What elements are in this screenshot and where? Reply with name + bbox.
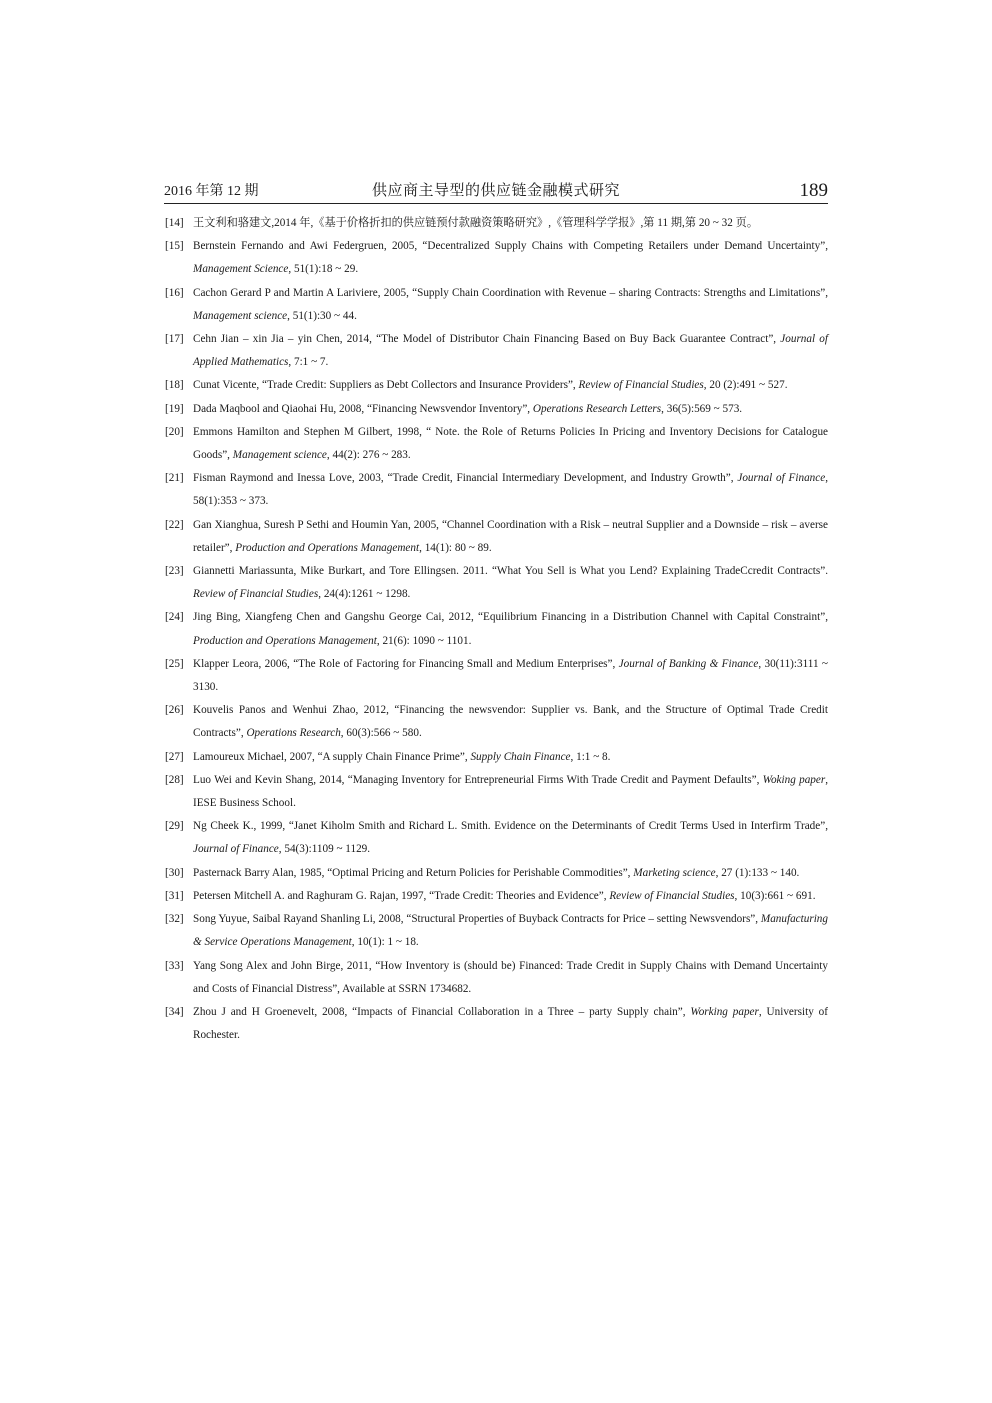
reference-journal: Woking paper <box>762 773 826 786</box>
reference-number: [30] <box>165 866 184 879</box>
reference-citation: Jing Bing, Xiangfeng Chen and Gangshu George Cai, 2012, “Equilibrium Financing in a Distribution Channel with Capital Constraint”, <box>193 611 828 624</box>
reference-journal: Journal of Finance <box>737 472 826 485</box>
reference-item <box>165 398 828 421</box>
reference-journal: Supply Chain Finance <box>470 750 571 763</box>
reference-citation: Yang Song Alex and John Birge, 2011, “How Inventory is (should be) Financed: Trade Credit in Supply Chains with Demand Uncertainty and Costs of Financial Distress”, Available at SSRN 1734682. <box>193 959 828 995</box>
reference-number: [20] <box>165 425 184 438</box>
reference-text <box>165 699 828 745</box>
reference-item <box>165 885 828 908</box>
reference-text <box>165 398 828 421</box>
reference-number: [24] <box>165 611 184 624</box>
reference-item <box>165 769 828 815</box>
reference-number: [32] <box>165 913 184 926</box>
reference-citation: Gan Xianghua, Suresh P Sethi and Houmin Yan, 2005, “Channel Coordination with a Risk – neutral Supplier and a Downside – risk – averse retailer”, <box>193 518 828 554</box>
reference-text <box>165 862 828 885</box>
reference-text <box>165 235 828 281</box>
reference-details: , 51(1):18 ~ 29. <box>288 263 359 276</box>
reference-text <box>165 815 828 861</box>
reference-journal: Review of Financial Studies <box>609 889 735 902</box>
reference-citation: Lamoureux Michael, 2007, “A supply Chain Finance Prime”, <box>193 750 471 763</box>
reference-citation: Emmons Hamilton and Stephen M Gilbert, 1998, “ Note. the Role of Returns Policies In Pricing and Inventory Decisions for Catalogue Goods”, <box>193 425 828 462</box>
reference-details: , 36(5):569 ~ 573. <box>661 402 743 415</box>
reference-journal: Marketing science <box>633 866 716 879</box>
reference-text <box>165 746 828 769</box>
reference-item <box>165 862 828 885</box>
reference-number: [25] <box>165 657 184 670</box>
reference-number: [22] <box>165 518 184 531</box>
reference-text <box>165 421 828 467</box>
reference-item <box>165 606 828 652</box>
reference-details: , 51(1):30 ~ 44. <box>287 309 357 322</box>
reference-citation: Song Yuyue, Saibal Rayand Shanling Li, 2008, “Structural Properties of Buyback Contracts for Price – setting Newsvendors”, <box>193 913 761 926</box>
reference-item <box>165 699 828 745</box>
reference-item <box>165 1001 828 1047</box>
reference-text <box>165 1001 828 1047</box>
reference-details: , 1:1 ~ 8. <box>570 750 611 763</box>
reference-journal: Management science <box>232 449 327 462</box>
reference-number: [27] <box>165 750 184 763</box>
reference-item <box>165 908 828 954</box>
reference-number: [31] <box>165 889 184 902</box>
reference-journal: Review of Financial Studies <box>193 588 319 601</box>
reference-details: , 10(1): 1 ~ 18. <box>351 936 419 949</box>
reference-item <box>165 212 828 235</box>
reference-details: , 44(2): 276 ~ 283. <box>326 449 411 462</box>
reference-item <box>165 467 828 513</box>
reference-details: , 30(11):3111 ~ 3130. <box>193 657 828 694</box>
reference-details: , 27 (1):133 ~ 140. <box>715 866 800 879</box>
reference-number: [19] <box>165 402 184 415</box>
reference-citation: 王文利和骆建文,2014 年,《基于价格折扣的供应链预付款融资策略研究》,《管理科学学报》,第 11 期,第 20 ~ 32 页。 <box>193 217 759 229</box>
running-title: 供应商主导型的供应链金融模式研究 <box>371 183 620 199</box>
reference-list <box>165 212 828 1047</box>
reference-text <box>165 653 828 699</box>
reference-text <box>165 606 828 652</box>
reference-text <box>165 374 828 397</box>
reference-item <box>165 653 828 699</box>
reference-journal: Journal of Banking & Finance <box>618 657 759 670</box>
header-rule <box>164 203 828 204</box>
reference-item <box>165 328 828 374</box>
reference-citation: Klapper Leora, 2006, “The Role of Factoring for Financing Small and Medium Enterprises”, <box>193 657 619 670</box>
reference-journal: Production and Operations Management <box>193 634 377 647</box>
reference-number: [29] <box>165 820 184 833</box>
reference-citation: Zhou J and H Groenevelt, 2008, “Impacts of Financial Collaboration in a Three – party Supply chain”, <box>193 1005 691 1018</box>
reference-number: [34] <box>165 1005 184 1018</box>
page-header <box>164 178 828 204</box>
reference-text <box>165 514 828 560</box>
reference-details: , 14(1): 80 ~ 89. <box>419 541 492 554</box>
reference-item <box>165 421 828 467</box>
reference-number: [28] <box>165 773 184 786</box>
reference-citation: Fisman Raymond and Inessa Love, 2003, “Trade Credit, Financial Intermediary Development, and Industry Growth”, <box>193 472 738 485</box>
reference-text <box>165 560 828 606</box>
reference-number: [23] <box>165 565 184 578</box>
reference-citation: Cachon Gerard P and Martin A Lariviere, 2005, “Supply Chain Coordination with Revenue – sharing Contracts: Strengths and Limitations”, <box>193 286 828 299</box>
reference-item <box>165 514 828 560</box>
reference-journal: Operations Research Letters <box>532 402 662 415</box>
page-number: 189 <box>799 180 828 201</box>
reference-details: , 7:1 ~ 7. <box>288 356 329 369</box>
reference-journal: Review of Financial Studies <box>578 379 704 392</box>
reference-journal: Journal of Finance <box>193 843 279 856</box>
reference-number: [18] <box>165 379 184 392</box>
reference-number: [16] <box>165 286 184 299</box>
reference-item <box>165 374 828 397</box>
reference-details: , University of Rochester. <box>193 1005 828 1042</box>
reference-text <box>165 328 828 374</box>
reference-text <box>165 955 828 1001</box>
reference-number: [33] <box>165 959 184 972</box>
reference-citation: Petersen Mitchell A. and Raghuram G. Rajan, 1997, “Trade Credit: Theories and Evidence”, <box>193 889 610 902</box>
reference-text <box>165 282 828 328</box>
reference-journal: Operations Research <box>246 727 341 740</box>
reference-number: [21] <box>165 472 184 485</box>
reference-citation: Giannetti Mariassunta, Mike Burkart, and Tore Ellingsen. 2011. “What You Sell is What you Lend? Explaining TradeCcredit Contracts”. <box>193 565 828 578</box>
reference-citation: Dada Maqbool and Qiaohai Hu, 2008, “Financing Newsvendor Inventory”, <box>193 402 533 415</box>
reference-citation: Kouvelis Panos and Wenhui Zhao, 2012, “Financing the newsvendor: Supplier vs. Bank, and the Structure of Optimal Trade Credit Contracts”, <box>193 704 828 740</box>
reference-details: , 54(3):1109 ~ 1129. <box>278 843 371 856</box>
reference-journal: Journal of Applied Mathematics <box>193 333 828 369</box>
reference-citation: Pasternack Barry Alan, 1985, “Optimal Pricing and Return Policies for Perishable Commodities”, <box>193 866 634 879</box>
reference-citation: Cunat Vicente, “Trade Credit: Suppliers as Debt Collectors and Insurance Providers”, <box>193 379 579 392</box>
reference-number: [14] <box>165 217 184 229</box>
reference-text <box>165 769 828 815</box>
reference-text <box>165 212 828 235</box>
reference-text <box>165 908 828 954</box>
reference-item <box>165 560 828 606</box>
reference-journal: Management science <box>193 309 288 322</box>
reference-details: , 20 (2):491 ~ 527. <box>703 379 788 392</box>
reference-citation: Luo Wei and Kevin Shang, 2014, “Managing Inventory for Entrepreneurial Firms With Trade Credit and Payment Defaults”, <box>193 773 763 786</box>
reference-details: , 21(6): 1090 ~ 1101. <box>376 634 472 647</box>
reference-number: [26] <box>165 704 184 717</box>
reference-text <box>165 885 828 908</box>
reference-text <box>165 467 828 513</box>
reference-item <box>165 746 828 769</box>
reference-details: , IESE Business School. <box>193 773 829 810</box>
reference-details: , 24(4):1261 ~ 1298. <box>318 588 411 601</box>
reference-details: , 60(3):566 ~ 580. <box>340 727 422 740</box>
reference-journal: Working paper <box>690 1005 759 1018</box>
reference-citation: Ng Cheek K., 1999, “Janet Kiholm Smith and Richard L. Smith. Evidence on the Determinants of Credit Terms Used in Interfirm Trade”, <box>193 820 828 833</box>
reference-citation: Bernstein Fernando and Awi Federgruen, 2005, “Decentralized Supply Chains with Competing Retailers under Demand Uncertainty”, <box>193 240 828 253</box>
reference-item <box>165 235 828 281</box>
reference-details: , 10(3):661 ~ 691. <box>734 889 816 902</box>
reference-item <box>165 282 828 328</box>
issue-label: 2016 年第 12 期 <box>164 184 259 199</box>
reference-journal: Management Science <box>193 263 289 276</box>
reference-journal: Manufacturing & Service Operations Management <box>193 913 828 949</box>
reference-details: , 58(1):353 ~ 373. <box>193 472 828 508</box>
reference-item <box>165 955 828 1001</box>
reference-journal: Production and Operations Management <box>235 541 420 554</box>
reference-number: [15] <box>165 240 184 253</box>
reference-number: [17] <box>165 333 184 346</box>
reference-citation: Cehn Jian – xin Jia – yin Chen, 2014, “The Model of Distributor Chain Financing Based on Buy Back Guarantee Contract”, <box>193 333 781 346</box>
reference-item <box>165 815 828 861</box>
